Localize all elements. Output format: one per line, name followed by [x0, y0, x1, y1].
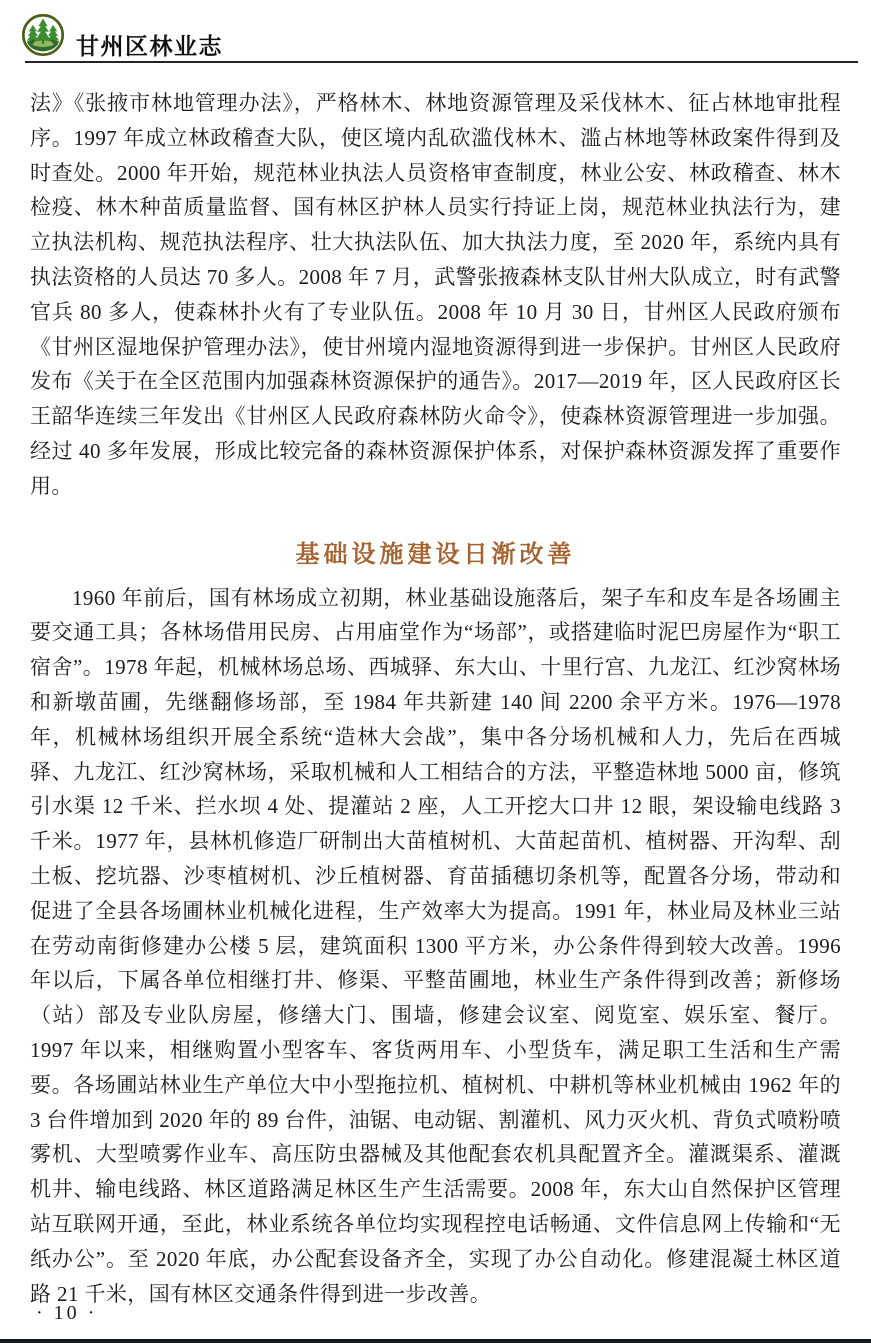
page-header	[0, 0, 871, 64]
paragraph-forest-protection: 法》《张掖市林地管理办法》，严格林木、林地资源管理及采伐林木、征占林地审批程序。1997 年成立林政稽查大队，使区境内乱砍滥伐林木、滥占林地等林政案件得到及时查处。2000 年开始，规范林业执法人员资格审查制度，林业公安、林政稽查、林木检疫、林木种苗质量监督、国有林区护林人员实行持证上岗，规范林业执法行为，建立执法机构、规范执法程序、壮大执法队伍、加大执法力度，至 2020 年，系统内具有执法资格的人员达 70 多人。2008 年 7 月，武警张掖森林支队甘州大队成立，时有武警官兵 80 多人，使森林扑火有了专业队伍。2008 年 10 月 30 日，甘州区人民政府颁布《甘州区湿地保护管理办法》，使甘州境内湿地资源得到进一步保护。甘州区人民政府发布《关于在全区范围内加强森林资源保护的通告》。2017—2019 年，区人民政府区长王韶华连续三年发出《甘州区人民政府森林防火命令》，使森林资源管理进一步加强。经过 40 多年发展，形成比较完备的森林资源保护体系，对保护森林资源发挥了重要作用。	[30, 91, 841, 498]
bottom-edge-rule	[0, 1339, 871, 1343]
paragraph-infrastructure: 1960 年前后，国有林场成立初期，林业基础设施落后，架子车和皮车是各场圃主要交通工具；各林场借用民房、占用庙堂作为“场部”，或搭建临时泥巴房屋作为“职工宿舍”。1978 年起，机械林场总场、西城驿、东大山、十里行宫、九龙江、红沙窝林场和新墩苗圃，先继翻修场部，至 1984 年共新建 140 间 2200 余平方米。1976—1978 年，机械林场组织开展全系统“造林大会战”，集中各分场机械和人力，先后在西城驿、九龙江、红沙窝林场，采取机械和人工相结合的方法，平整造林地 5000 亩，修筑引水渠 12 千米、拦水坝 4 处、提灌站 2 座，人工开挖大口井 12 眼，架设输电线路 3 千米。1977 年，县林机修造厂研制出大苗植树机、大苗起苗机、植树器、开沟犁、刮土板、挖坑器、沙枣植树机、沙丘植树器、育苗插穗切条机等，配置各分场，带动和促进了全县各场圃林业机械化进程，生产效率大为提高。1991 年，林业局及林业三站在劳动南街修建办公楼 5 层，建筑面积 1300 平方米，办公条件得到较大改善。1996 年以后，下属各单位相继打井、修渠、平整苗圃地，林业生产条件得到改善；新修场（站）部及专业队房屋，修缮大门、围墙，修建会议室、阅览室、娱乐室、餐厅。1997 年以来，相继购置小型客车、客货两用车、小型货车，满足职工生活和生产需要。各场圃站林业生产单位大中小型拖拉机、植树机、中耕机等林业机械由 1962 年的 3 台件增加到 2020 年的 89 台件，油锯、电动锯、割灌机、风力灭火机、背负式喷粉喷雾机、大型喷雾作业车、高压防虫器械及其他配套农机具配置齐全。灌溉渠系、灌溉机井、输电线路、林区道路满足林区生产生活需要。2008 年，东大山自然保护区管理站互联网开通，至此，林业系统各单位均实现程控电话畅通、文件信息网上传输和“无纸办公”。至 2020 年底，办公配套设备齐全，实现了办公自动化。修建混凝土林区道路 21 千米，国有林区交通条件得到进一步改善。	[30, 585, 841, 1306]
section-heading-infrastructure: 基础设施建设日渐改善	[295, 540, 576, 568]
book-title: 甘州区林业志	[76, 33, 223, 59]
pine-trees-logo-icon	[21, 13, 65, 57]
page-number: · 10 ·	[36, 1302, 98, 1324]
page-content	[30, 86, 841, 1311]
header-divider	[25, 61, 858, 63]
